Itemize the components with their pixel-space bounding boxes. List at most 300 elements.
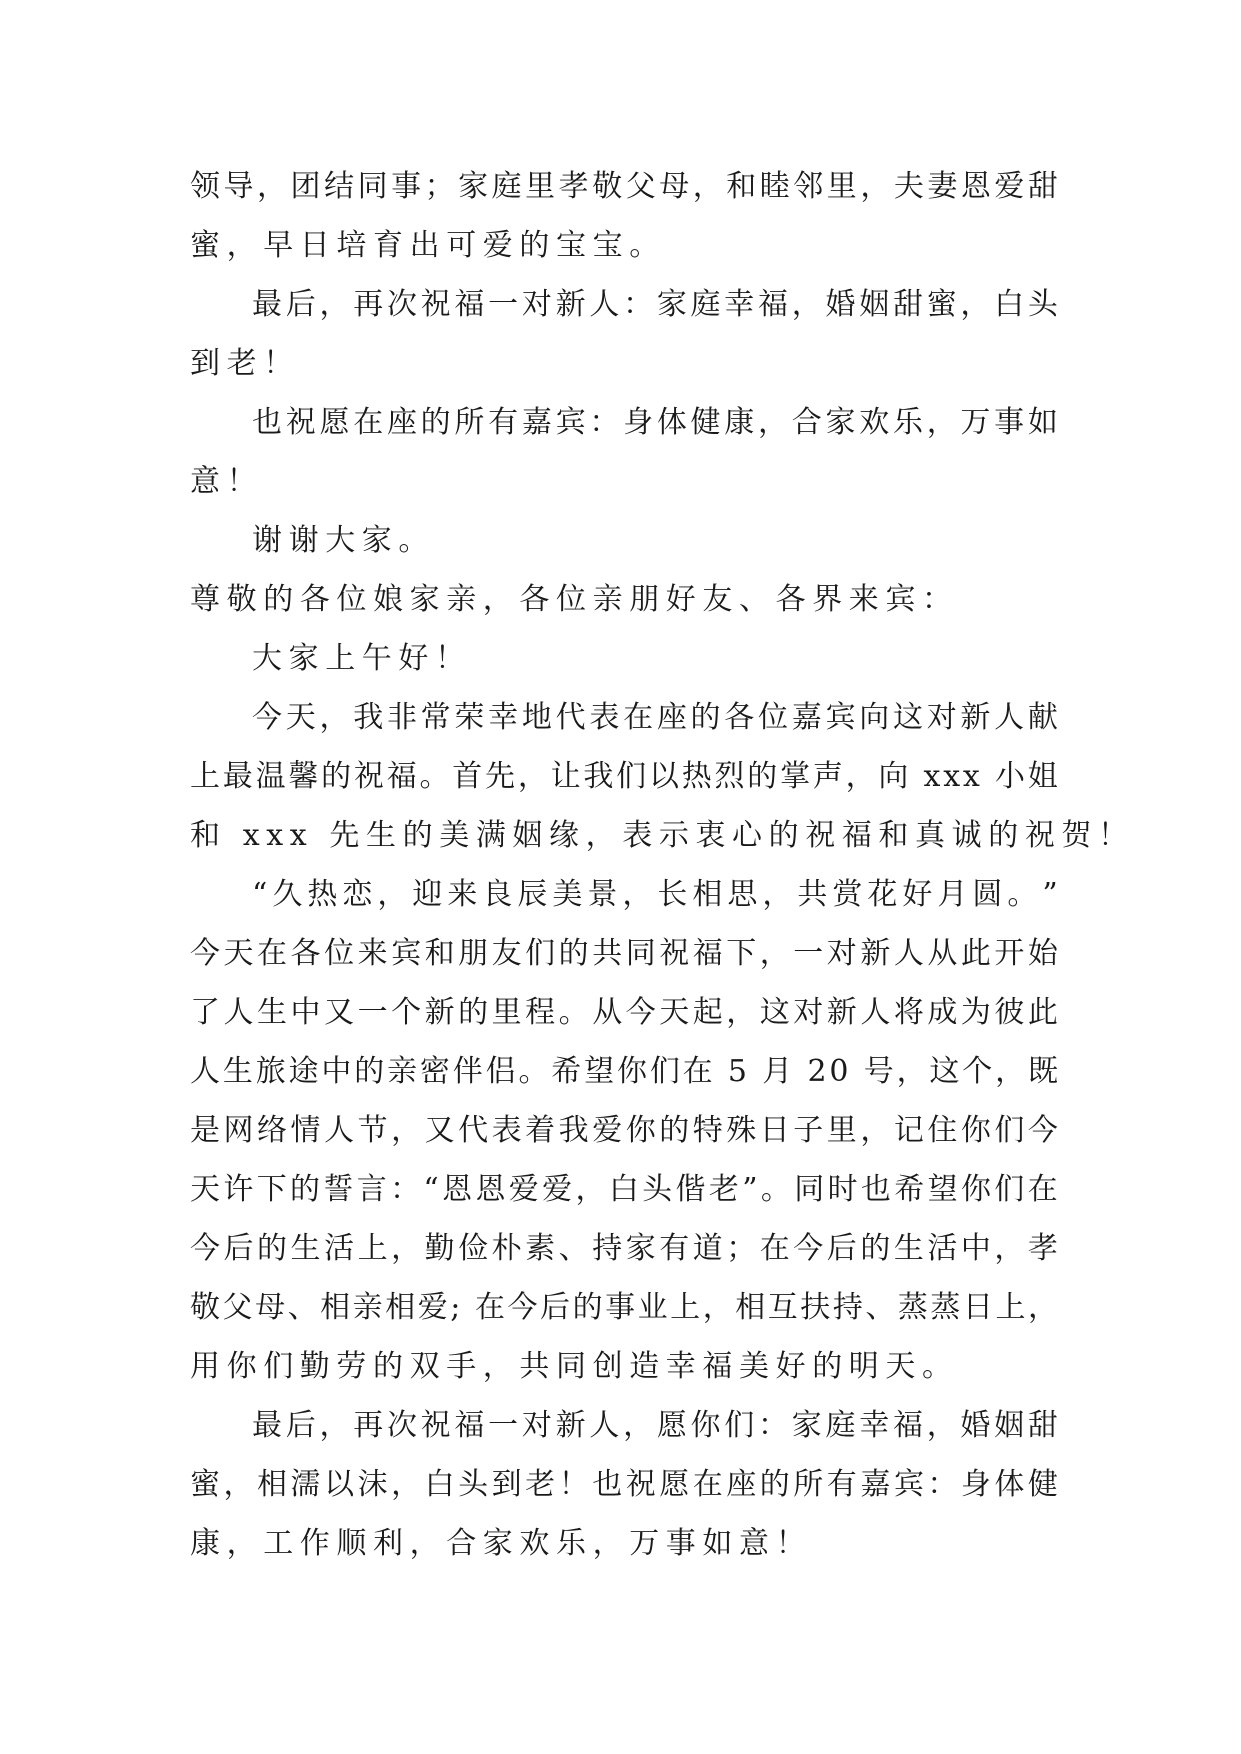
text-glyph: 人 — [860, 995, 891, 1030]
text-glyph: 这 — [929, 1054, 960, 1089]
text-glyph — [750, 1042, 760, 1101]
text-glyph: 最 — [252, 287, 282, 322]
text-glyph: ： — [589, 405, 620, 440]
text-glyph: 一 — [488, 1408, 519, 1443]
text-glyph: 嘉 — [791, 700, 822, 735]
text-glyph: 着 — [525, 1113, 556, 1148]
text-glyph: 友 — [491, 936, 522, 971]
text-glyph: ： — [390, 1172, 421, 1207]
text-glyph: 先 — [485, 759, 516, 794]
text-glyph: 号 — [863, 1054, 894, 1089]
text-glyph: 同 — [625, 936, 656, 971]
text-glyph: 侣 — [485, 1054, 516, 1089]
text-glyph: 又 — [424, 1113, 455, 1148]
text-glyph: 人 — [223, 995, 254, 1030]
text-glyph: 白 — [994, 287, 1025, 322]
text-glyph: 新 — [826, 995, 857, 1030]
text-glyph: 幸 — [859, 1408, 890, 1443]
text-glyph: 个 — [962, 1054, 993, 1089]
text-glyph: 宾 — [555, 405, 586, 440]
text-glyph: 在 — [623, 700, 654, 735]
text-glyph: 小 — [994, 759, 1025, 794]
text-glyph: 的 — [354, 1054, 385, 1089]
text-glyph: 赏 — [832, 877, 863, 912]
text-glyph: 久 — [272, 877, 303, 912]
text-glyph: 望 — [584, 1054, 615, 1089]
text-glyph: 合 — [791, 405, 822, 440]
text-glyph: 在 — [353, 405, 384, 440]
text-glyph: 始 — [1027, 936, 1058, 971]
text-glyph: 福 — [892, 1408, 923, 1443]
text-glyph: 月 — [762, 1054, 793, 1089]
text-glyph: 父 — [625, 169, 656, 204]
text-glyph: 在 — [682, 1054, 713, 1089]
text-glyph: 相 — [385, 1290, 416, 1325]
text-glyph: 住 — [927, 1113, 958, 1148]
text-glyph: 一 — [357, 995, 388, 1030]
text-glyph: ， — [860, 169, 891, 204]
text-line — [190, 1160, 1058, 1219]
text-glyph: 老 — [708, 1172, 739, 1207]
text-glyph: ， — [758, 405, 789, 440]
text-glyph: 的 — [659, 1113, 690, 1148]
text-glyph: 庭 — [690, 287, 721, 322]
document-body — [190, 157, 1135, 1573]
text-glyph: ： — [927, 1467, 958, 1502]
text-glyph: 代 — [555, 700, 586, 735]
text-glyph: ， — [319, 1408, 350, 1443]
text-glyph: 敬 — [592, 169, 623, 204]
text-glyph: 幸 — [488, 700, 519, 735]
text-glyph: ， — [896, 1054, 927, 1089]
text-glyph: 所 — [793, 1467, 824, 1502]
text-glyph: 节 — [357, 1113, 388, 1148]
text-glyph: 朋 — [458, 936, 489, 971]
text-glyph: 生 — [257, 995, 288, 1030]
text-line — [190, 1278, 1058, 1337]
text-glyph: 里 — [826, 1113, 857, 1148]
text-glyph: ， — [860, 1113, 891, 1148]
text-glyph: 中 — [321, 1054, 352, 1089]
text-glyph: 表 — [491, 1113, 522, 1148]
text-glyph: 家 — [656, 287, 687, 322]
text-glyph: 天 — [223, 936, 254, 971]
text-glyph: 记 — [893, 1113, 924, 1148]
text-line — [190, 393, 1058, 452]
text-glyph: 夫 — [893, 169, 924, 204]
text-glyph: 父 — [222, 1290, 253, 1325]
text-glyph: 俭 — [458, 1231, 489, 1266]
text-glyph: 相 — [735, 1290, 766, 1325]
text-glyph: 也 — [252, 405, 282, 440]
text-glyph: 福 — [758, 287, 789, 322]
text-glyph: 再 — [353, 287, 384, 322]
text-line — [190, 688, 1058, 747]
text-line — [190, 924, 1058, 983]
text-glyph: 活 — [927, 1231, 958, 1266]
text-glyph: 各 — [290, 936, 321, 971]
text-glyph: 网 — [223, 1113, 254, 1148]
text-glyph: 的 — [458, 995, 489, 1030]
text-glyph: 、 — [558, 1231, 589, 1266]
text-glyph: 向 — [859, 700, 890, 735]
text-glyph: 所 — [454, 405, 485, 440]
text-glyph: 。 — [760, 1172, 791, 1207]
text-glyph: 恩 — [442, 1172, 473, 1207]
text-glyph: 甜 — [1027, 1408, 1058, 1443]
text-line — [190, 275, 1058, 334]
text-glyph: 妻 — [927, 169, 958, 204]
text-glyph: 特 — [692, 1113, 723, 1148]
text-glyph: 活 — [324, 1231, 355, 1266]
text-glyph: 甜 — [892, 287, 923, 322]
text-glyph: 偕 — [675, 1172, 706, 1207]
text-glyph: 嘉 — [521, 405, 552, 440]
text-glyph: 白 — [608, 1172, 639, 1207]
text-glyph: ， — [319, 700, 350, 735]
text-glyph: 献 — [1027, 700, 1058, 735]
text-glyph: ， — [623, 1408, 654, 1443]
text-glyph: 的 — [420, 405, 451, 440]
text-glyph: 人 — [589, 287, 620, 322]
text-glyph: ， — [391, 1231, 422, 1266]
text-glyph: 家 — [625, 1231, 656, 1266]
text-glyph: 日 — [759, 1113, 790, 1148]
text-glyph: 来 — [447, 877, 478, 912]
text-glyph: 天 — [285, 700, 316, 735]
text-glyph: 。 — [518, 1054, 549, 1089]
text-glyph: 是 — [190, 1113, 220, 1148]
text-glyph: 最 — [222, 759, 253, 794]
text-glyph: 也 — [860, 1172, 891, 1207]
text-glyph: 今 — [1027, 1113, 1058, 1148]
text-glyph: ; — [450, 1290, 461, 1325]
text-glyph: 座 — [386, 405, 417, 440]
text-glyph: 祝 — [353, 759, 384, 794]
text-line — [190, 1219, 1058, 1278]
text-line: 尊敬的各位娘家亲，各位亲朋好友、各界来宾： — [190, 582, 959, 617]
text-glyph: 又 — [324, 995, 355, 1030]
text-glyph: 座 — [726, 1467, 757, 1502]
text-glyph: 我 — [558, 1113, 589, 1148]
text-glyph: 恩 — [960, 169, 991, 204]
text-glyph: 2 — [807, 1054, 827, 1089]
text-glyph: 起 — [692, 995, 723, 1030]
text-glyph: 时 — [827, 1172, 858, 1207]
text-glyph: 恩 — [475, 1172, 506, 1207]
text-glyph: 热 — [307, 877, 338, 912]
text-glyph: 在 — [759, 1231, 790, 1266]
text-glyph: 头 — [1027, 287, 1058, 322]
text-glyph: 业 — [637, 1290, 668, 1325]
text-glyph: ， — [960, 287, 991, 322]
text-glyph: 互 — [767, 1290, 798, 1325]
text-glyph: 0 — [829, 1054, 849, 1089]
text-glyph: 非 — [386, 700, 417, 735]
text-glyph — [795, 1042, 805, 1101]
text-glyph: 、 — [287, 1290, 318, 1325]
text-glyph: 我 — [583, 759, 614, 794]
text-glyph: 将 — [893, 995, 924, 1030]
text-glyph: 后 — [223, 1231, 254, 1266]
text-glyph: ， — [575, 1172, 606, 1207]
text-glyph: ， — [319, 287, 350, 322]
text-glyph: 生 — [290, 1231, 321, 1266]
text-glyph: 对 — [826, 936, 857, 971]
text-glyph: 你 — [690, 1408, 721, 1443]
text-glyph: 万 — [960, 405, 991, 440]
text-glyph: 的 — [290, 1172, 321, 1207]
text-glyph: 的 — [690, 700, 721, 735]
text-glyph: 今 — [793, 1231, 824, 1266]
text-glyph: 一 — [793, 936, 824, 971]
text-glyph: ： — [623, 287, 654, 322]
text-glyph: 甜 — [1027, 169, 1058, 204]
text-line: 意！ — [190, 464, 264, 499]
text-glyph: 成 — [927, 995, 958, 1030]
text-line: 康，工作顺利，合家欢乐，万事如意！ — [190, 1526, 813, 1561]
text-glyph: 扶 — [800, 1290, 831, 1325]
text-glyph: x — [962, 759, 980, 794]
text-line: 和 xxx 先生的美满姻缘，表示衷心的祝福和真诚的祝贺！ — [190, 818, 1135, 853]
text-glyph: 姻 — [859, 287, 890, 322]
text-glyph: 上 — [995, 1290, 1026, 1325]
text-glyph: 们 — [649, 1054, 680, 1089]
text-glyph: 来 — [357, 936, 388, 971]
text-glyph: 对 — [926, 700, 957, 735]
text-glyph: 福 — [454, 287, 485, 322]
text-glyph: ， — [791, 287, 822, 322]
text-glyph: ， — [223, 1467, 254, 1502]
text-glyph — [463, 1278, 473, 1337]
text-glyph: 福 — [386, 759, 417, 794]
text-glyph: 到 — [491, 1467, 522, 1502]
text-line — [190, 1396, 1058, 1455]
text-glyph: 这 — [759, 995, 790, 1030]
text-glyph: x — [943, 759, 961, 794]
text-glyph: 敬 — [190, 1290, 220, 1325]
text-glyph: ” — [742, 1172, 758, 1207]
text-glyph: 家 — [458, 169, 489, 204]
text-glyph: 道 — [692, 1231, 723, 1266]
text-glyph: 相 — [320, 1290, 351, 1325]
text-glyph: 地 — [521, 700, 552, 735]
text-glyph: 人 — [324, 1113, 355, 1148]
text-glyph: 们 — [724, 1408, 755, 1443]
text-glyph: 良 — [482, 877, 513, 912]
text-glyph: 新 — [960, 700, 991, 735]
text-glyph: 再 — [353, 1408, 384, 1443]
text-glyph: ， — [726, 995, 757, 1030]
text-glyph: 。 — [558, 995, 589, 1030]
text-glyph: 恋 — [342, 877, 373, 912]
text-glyph: 有 — [488, 405, 519, 440]
text-glyph: 宾 — [825, 700, 856, 735]
text-glyph: 伴 — [452, 1054, 483, 1089]
text-glyph: 庭 — [491, 169, 522, 204]
text-glyph: 家 — [791, 1408, 822, 1443]
text-glyph: 掌 — [780, 759, 811, 794]
text-glyph: 在 — [474, 1290, 505, 1325]
text-glyph: 新 — [555, 287, 586, 322]
text-line: 谢谢大家。 — [252, 523, 435, 558]
text-glyph: 以 — [324, 1467, 355, 1502]
text-glyph: 温 — [255, 759, 286, 794]
text-glyph: 有 — [826, 1467, 857, 1502]
text-glyph: ； — [424, 169, 455, 204]
text-glyph: 孝 — [1027, 1231, 1058, 1266]
text-glyph: 姻 — [994, 1408, 1025, 1443]
text-glyph: 母 — [255, 1290, 286, 1325]
text-glyph: ， — [995, 1054, 1026, 1089]
text-glyph: 长 — [657, 877, 688, 912]
text-glyph: 日 — [962, 1290, 993, 1325]
text-glyph: 后 — [826, 1231, 857, 1266]
text-glyph: 体 — [656, 405, 687, 440]
text-glyph: 爱 — [417, 1290, 448, 1325]
text-glyph: 开 — [994, 936, 1025, 971]
text-glyph: ， — [994, 1231, 1025, 1266]
text-glyph: 蜜 — [926, 287, 957, 322]
text-glyph: 的 — [321, 759, 352, 794]
text-glyph: 月 — [937, 877, 968, 912]
text-glyph: 生 — [222, 1054, 253, 1089]
text-glyph: 的 — [759, 1467, 790, 1502]
text-glyph: 辰 — [517, 877, 548, 912]
text-glyph: 你 — [616, 1054, 647, 1089]
text-glyph: 的 — [747, 759, 778, 794]
text-glyph: 旅 — [255, 1054, 286, 1089]
text-glyph: 祝 — [420, 287, 451, 322]
text-glyph: 上 — [357, 1231, 388, 1266]
text-glyph: 上 — [190, 759, 220, 794]
text-glyph: 子 — [793, 1113, 824, 1148]
text-glyph: 为 — [960, 995, 991, 1030]
text-glyph: ； — [726, 1231, 757, 1266]
text-glyph: 下 — [256, 1172, 287, 1207]
text-glyph: 的 — [558, 936, 589, 971]
text-glyph: 后 — [285, 1408, 316, 1443]
text-glyph: 同 — [357, 169, 388, 204]
text-glyph: 里 — [826, 169, 857, 204]
text-glyph: 白 — [424, 1467, 455, 1502]
text-glyph: 欢 — [859, 405, 890, 440]
text-glyph: 的 — [257, 1231, 288, 1266]
text-glyph: 烈 — [714, 759, 745, 794]
text-glyph: 位 — [758, 700, 789, 735]
text-glyph: 花 — [867, 877, 898, 912]
text-glyph: 彼 — [994, 995, 1025, 1030]
text-glyph: 福 — [454, 1408, 485, 1443]
text-glyph: 里 — [491, 995, 522, 1030]
text-glyph: 今 — [625, 995, 656, 1030]
text-line: 到老！ — [190, 346, 300, 381]
text-glyph: 健 — [690, 405, 721, 440]
text-glyph: 共 — [797, 877, 828, 912]
text-glyph: 殊 — [726, 1113, 757, 1148]
text-glyph: 事 — [391, 169, 422, 204]
text-glyph: x — [923, 759, 941, 794]
text-glyph: 老 — [525, 1467, 556, 1502]
text-glyph: 你 — [625, 1113, 656, 1148]
text-glyph: 新 — [555, 1408, 586, 1443]
text-line — [190, 747, 1058, 806]
text-glyph: 体 — [994, 1467, 1025, 1502]
text-glyph: 新 — [424, 995, 455, 1030]
text-glyph: 此 — [1027, 995, 1058, 1030]
text-glyph: 爱 — [542, 1172, 573, 1207]
text-glyph: 的 — [860, 1231, 891, 1266]
text-glyph: 言 — [356, 1172, 387, 1207]
text-glyph: 濡 — [290, 1467, 321, 1502]
text-glyph: 下 — [726, 936, 757, 971]
text-glyph: 母 — [659, 169, 690, 204]
text-glyph: 位 — [324, 936, 355, 971]
text-glyph: 蒸 — [897, 1290, 928, 1325]
text-glyph: 次 — [386, 287, 417, 322]
text-glyph: 导 — [223, 169, 254, 204]
text-glyph: ， — [692, 169, 723, 204]
text-glyph: 对 — [793, 995, 824, 1030]
text-glyph: 希 — [551, 1054, 582, 1089]
text-glyph: 向 — [878, 759, 909, 794]
text-glyph: 今 — [252, 700, 282, 735]
text-glyph: ， — [759, 936, 790, 971]
text-glyph: 爱 — [994, 169, 1025, 204]
text-glyph: 祝 — [625, 1467, 656, 1502]
text-glyph: 相 — [257, 1467, 288, 1502]
text-glyph: 圆 — [972, 877, 1003, 912]
text-glyph: 迎 — [412, 877, 443, 912]
text-glyph: 姐 — [1027, 759, 1058, 794]
text-glyph: 祝 — [285, 405, 316, 440]
text-glyph: 景 — [587, 877, 618, 912]
text-line: 大家上午好！ — [252, 641, 472, 676]
text-glyph: 宾 — [391, 936, 422, 971]
text-glyph: 各 — [724, 700, 755, 735]
text-glyph: ， — [926, 405, 957, 440]
text-glyph: 这 — [892, 700, 923, 735]
text-glyph: 中 — [290, 995, 321, 1030]
text-glyph: 头 — [458, 1467, 489, 1502]
text-glyph: 上 — [670, 1290, 701, 1325]
text-glyph: 祝 — [659, 936, 690, 971]
text-glyph: 美 — [552, 877, 583, 912]
text-glyph: ， — [926, 1408, 957, 1443]
text-glyph: 代 — [458, 1113, 489, 1148]
text-glyph: ： — [758, 1408, 789, 1443]
text-glyph: 有 — [659, 1231, 690, 1266]
text-glyph: 5 — [727, 1054, 747, 1089]
text-glyph: 馨 — [288, 759, 319, 794]
text-glyph: 今 — [190, 936, 220, 971]
text-glyph: 热 — [681, 759, 712, 794]
text-glyph: 婚 — [960, 1408, 991, 1443]
text-glyph: 中 — [960, 1231, 991, 1266]
text-glyph — [851, 1042, 861, 1101]
text-glyph: 新 — [860, 936, 891, 971]
text-glyph: 庭 — [825, 1408, 856, 1443]
text-glyph: 亲 — [352, 1290, 383, 1325]
text-glyph: 孝 — [558, 169, 589, 204]
text-glyph: 福 — [692, 936, 723, 971]
text-glyph: “ — [252, 877, 268, 912]
text-glyph: 此 — [960, 936, 991, 971]
text-glyph: 爱 — [592, 1113, 623, 1148]
text-glyph: 今 — [507, 1290, 538, 1325]
text-glyph: 在 — [1027, 1172, 1058, 1207]
text-glyph: 头 — [642, 1172, 673, 1207]
